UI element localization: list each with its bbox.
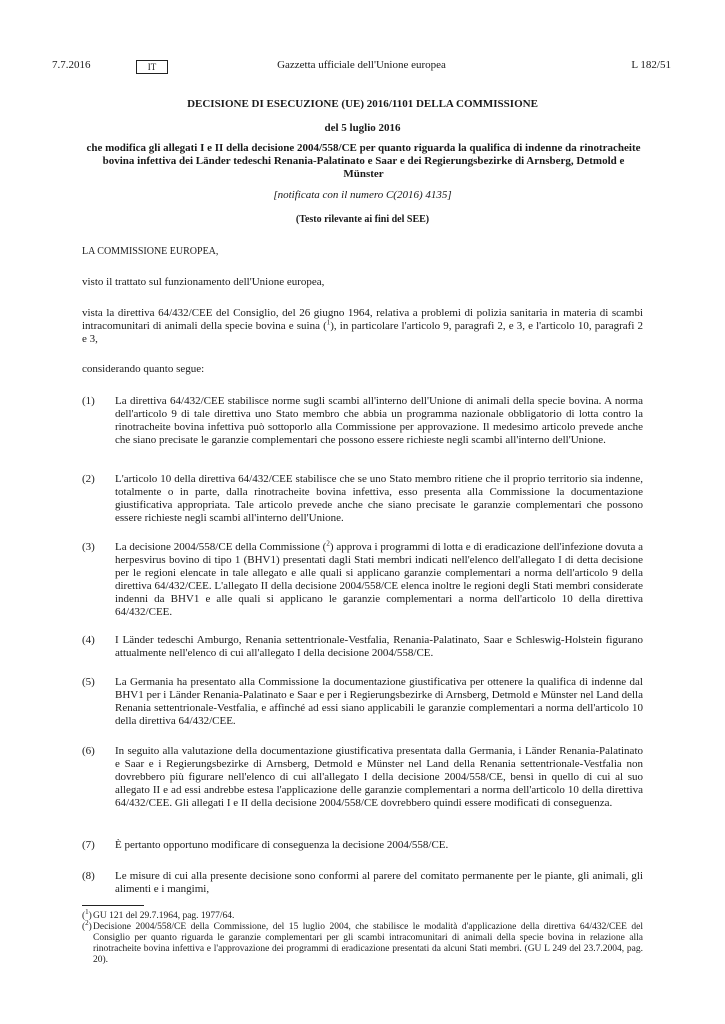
page-reference: L 182/51 — [631, 59, 671, 71]
footnote-ref-2[interactable]: 2 — [326, 539, 330, 548]
whereas-intro: considerando quanto segue: — [82, 363, 205, 375]
recital-number: (7) — [82, 839, 95, 851]
recital-number: (4) — [82, 634, 95, 646]
recital-text-part: La decisione 2004/558/CE della Commissione ( — [115, 541, 327, 553]
footnote-divider — [82, 905, 144, 906]
footnote-number: ($^2$) — [82, 918, 92, 932]
eea-relevance: (Testo rilevante ai fini del SEE) — [295, 214, 430, 225]
recital-text: In seguito alla valutazione della documentazione giustificativa presentata dalla Germania, i Länder Renania-Palatinato e Saar e i Regierungsbezirke di Arnsberg, Detmold e Münster nel Land della Renania settentrionale-Vestfalia non dovrebbero più figurare nell'elenco di cui all'allegato I della decisione 2004/558/CE, bensì in quello di cui al suo allegato II e ad essi andrebbe estesa l'applicazione delle garanzie complementari a norma dell'articolo 10 della direttiva 64/432/CEE. Gli allegati I e II della decisione 2004/558/CE dovrebbero quindi essere modificati di conseguenza. — [115, 745, 643, 809]
recital-text: È pertanto opportuno modificare di conseguenza la decisione 2004/558/CE. — [115, 839, 449, 851]
recital-text — [115, 541, 643, 619]
footnote-ref-1[interactable]: 1 — [326, 318, 331, 327]
decision-subject: che modifica gli allegati I e II della decisione 2004/558/CE per quanto riguarda la qualifica di indenne da rinotracheite bovina infettiva dei Länder tedeschi Renania-Palatinato e Saar e dei Regierungsbezirke di Arnsberg, Detmold e Münster — [86, 142, 641, 180]
notification-number: [notificata con il numero C(2016) 4135] — [273, 189, 452, 201]
recital-number: (5) — [82, 676, 95, 688]
recital-text: L'articolo 10 della direttiva 64/432/CEE stabilisce che se uno Stato membro ritiene che il proprio territorio sia indenne, totalmente o in parte, dalla rinotracheite bovina infettiva, esso presenta alla Commissione la documentazione giustificativa appropriata. Tale articolo prevede anche che siano precisate le garanzie complementari che possono essere richieste negli scambi all'interno dell'Unione. — [115, 473, 643, 524]
recital-number: (8) — [82, 870, 95, 882]
citation-treaty: visto il trattato sul funzionamento dell'Unione europea, — [82, 276, 325, 288]
footnote-number: ($^1$) — [82, 907, 92, 921]
language-badge: IT — [136, 60, 168, 74]
issuing-body: LA COMMISSIONE EUROPEA, — [82, 246, 219, 257]
decision-title: DECISIONE DI ESECUZIONE (UE) 2016/1101 DELLA COMMISSIONE — [187, 98, 538, 110]
recital-number: (1) — [82, 395, 95, 407]
recital-number: (3) — [82, 541, 95, 553]
recital-number: (6) — [82, 745, 95, 757]
publication-date: 7.7.2016 — [52, 59, 91, 71]
recital-text: La Germania ha presentato alla Commissione la documentazione giustificativa per ottenere la qualifica di indenne dal BHV1 per i Länder Renania-Palatinato e Saar e per i Regierungsbezirke di Arnsberg, Detmold e Münster nel Land della Renania settentrionale-Vestfalia, e affinché ad essi siano applicabili le garanzie complementari a norma dell'articolo 10 della direttiva 64/432/CEE. — [115, 676, 643, 727]
recital-text-part: ) approva i programmi di lotta e di eradicazione dell'infezione dovuta a herpesvirus bovino di tipo 1 (BHV1) presentati dagli Stati membri indicati nell'elenco dell'allegato I di detta decisione per le regioni elencate in tale allegato e alle quali si applicano garanzie complementari a norma dell'articolo 9 della direttiva 64/432/CEE. L'allegato II della decisione 2004/558/CE elenca inoltre le regioni degli Stati membri considerate indenni da BHV1 e alle quali si applicano le garanzie complementari a norma dell'articolo 10 della direttiva 64/432/CEE. — [115, 541, 644, 618]
recital-text: La direttiva 64/432/CEE stabilisce norme sugli scambi all'interno dell'Unione di animali della specie bovina. A norma dell'articolo 9 di tale direttiva uno Stato membro che abbia un programma nazionale obbligatorio di lotta contro la rinotracheite bovina infettiva può sottoporlo alla Commissione per approvazione. Il medesimo articolo prevede anche che siano precisate le garanzie complementari che possono essere richieste negli scambi all'interno dell'Unione. — [115, 395, 643, 446]
page-header — [52, 59, 671, 75]
journal-title: Gazzetta ufficiale dell'Unione europea — [277, 59, 446, 71]
recital-text: Le misure di cui alla presente decisione sono conformi al parere del comitato permanente per le piante, gli animali, gli alimenti e i mangimi, — [115, 870, 643, 895]
citation-text-cont: ), in particolare l'articolo 9, paragrafi 2, e 3, e l'articolo 10, paragrafi 2 e 3, — [82, 320, 643, 345]
footnote-text: GU 121 del 29.7.1964, pag. 1977/64. — [93, 911, 235, 921]
citation-directive — [82, 307, 643, 346]
recital-number: (2) — [82, 473, 95, 485]
footnote-text: Decisione 2004/558/CE della Commissione, del 15 luglio 2004, che stabilisce le modalità d'applicazione della direttiva 64/432/CEE del Consiglio per quanto riguarda le garanzie complementari per gli scambi intracomunitari di animali della specie bovina in relazione alla rinotracheite bovina infettiva e l'approvazione dei programmi di eradicazione presentati da alcuni Stati membri. (GU L 249 del 23.7.2004, pag. 20). — [93, 922, 643, 965]
recital-text: I Länder tedeschi Amburgo, Renania settentrionale-Vestfalia, Renania-Palatinato, Saar e Schleswig-Holstein figurano attualmente nell'elenco di cui all'allegato I della decisione 2004/558/CE. — [115, 634, 643, 659]
citation-text: vista la direttiva 64/432/CEE del Consiglio, del 26 giugno 1964, relativa a problemi di polizia sanitaria in materia di scambi intracomunitari di animali della specie bovina e suina ( — [82, 307, 643, 332]
decision-date: del 5 luglio 2016 — [324, 122, 401, 134]
